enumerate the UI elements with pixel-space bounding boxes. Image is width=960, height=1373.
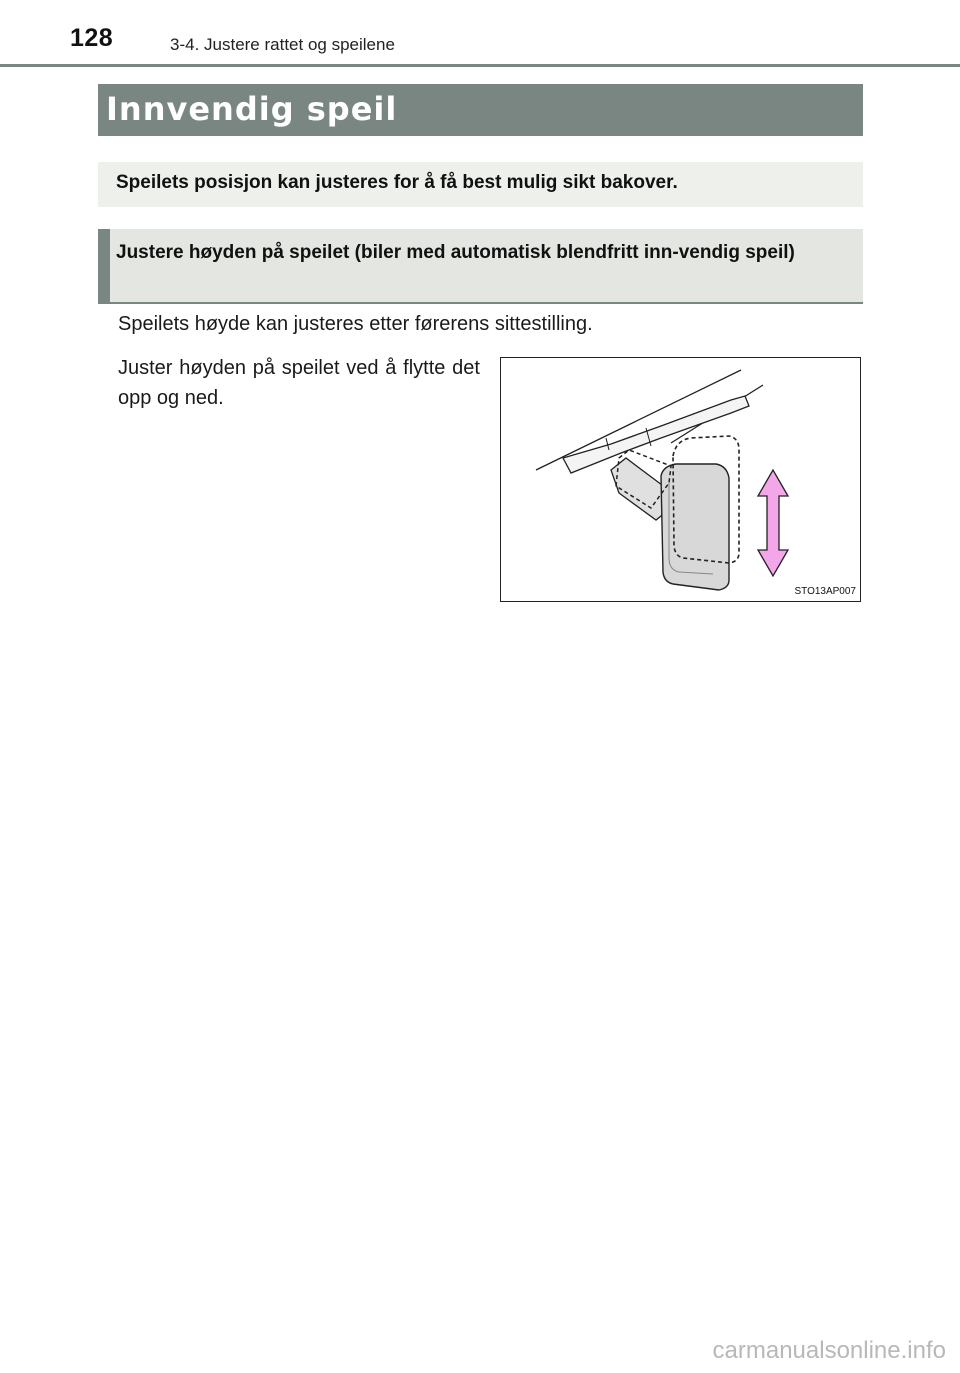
body-paragraph-1: Speilets høyde kan justeres etter førerens sittestilling. [118, 313, 593, 335]
section-title-bar [98, 84, 863, 136]
mirror-illustration [500, 357, 861, 602]
body-paragraph-2: Juster høyden på speilet ved å flytte det opp og ned. [118, 357, 480, 409]
footer-watermark: carmanualsonline.info [712, 1337, 946, 1364]
up-down-arrow-icon [758, 470, 788, 576]
mirror-body [661, 464, 729, 590]
subsection-heading: Justere høyden på speilet (biler med automatisk blendfritt inn-vendig speil) [116, 242, 795, 263]
header-divider [0, 64, 960, 67]
mirror-mount-base [563, 396, 749, 473]
intro-box [98, 162, 863, 207]
breadcrumb: 3-4. Justere rattet og speilene [170, 35, 395, 54]
subsection-accent-bar [98, 229, 110, 302]
figure-code: STO13AP007 [794, 586, 856, 597]
page-title: Innvendig speil [106, 90, 398, 128]
mirror-drawing [501, 358, 861, 602]
page-number: 128 [70, 24, 114, 52]
page-header [0, 0, 960, 66]
intro-text: Speilets posisjon kan justeres for å få best mulig sikt bakover. [116, 172, 678, 193]
subsection-heading-box [98, 229, 863, 304]
